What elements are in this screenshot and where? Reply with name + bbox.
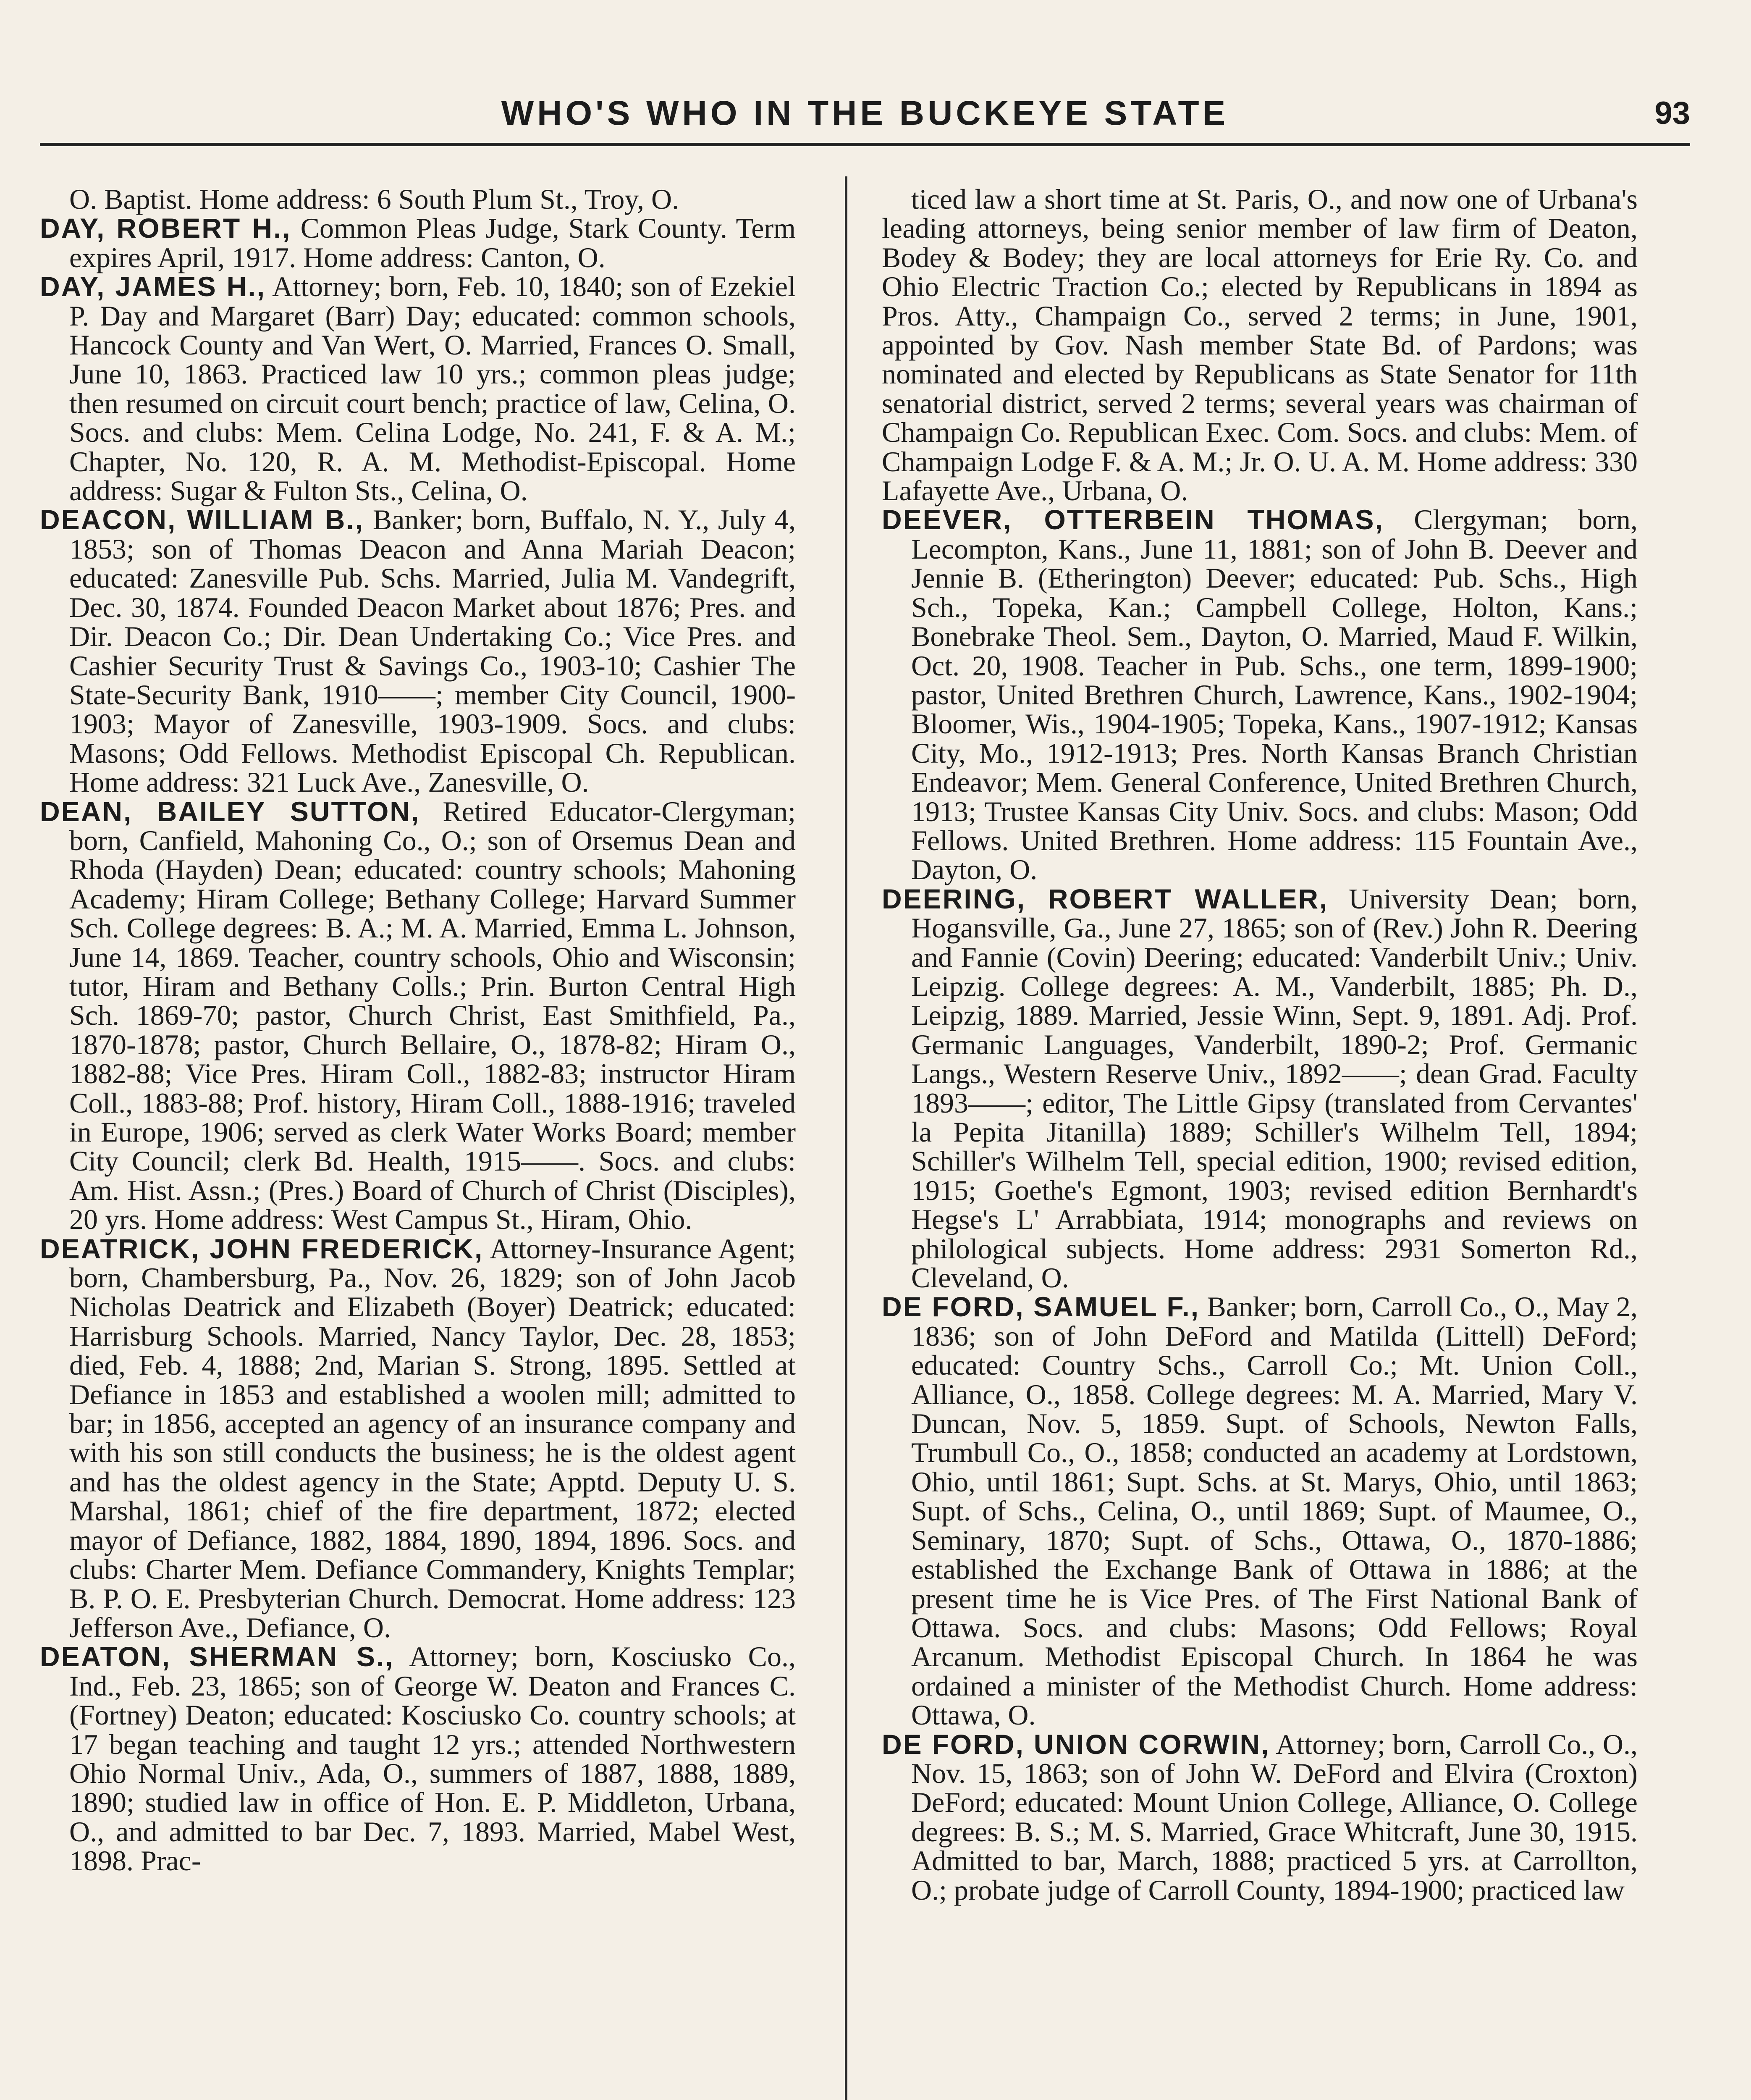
entry-text: Banker; born, Carroll Co., O., May 2, 1836; son of John DeFord and Matilda (Littell) DeFord; educated: Country Schs., Carroll Co.; Mt. Union Coll., Alliance, O., 1858. College degrees: M. A. Married, Mary V. Duncan, Nov. 5, 1859. Supt. of Schools, Newton Falls, Trumbull Co., O., 1858; conducted an academy at Lordstown, Ohio, until 1861; Supt. Schs. at St. Marys, Ohio, until 1863; Supt. of Schs., Celina, O., until 1869; Supt. of Maumee, O., Seminary, 1870; Supt. of Schs., Ottawa, O., 1870-1886; established the Exchange Bank of Ottawa in 1886; at the present time he is Vice Pres. of The First National Bank of Ottawa. Socs. and clubs: Masons; Odd Fellows; Royal Arcanum. Methodist Episcopal Church. In 1864 he was ordained a minister of the Methodist Church. Home address: Ottawa, O. xyxy=(911,1291,1638,1731)
biography-entry xyxy=(882,1292,1638,1730)
running-title: WHO'S WHO IN THE BUCKEYE STATE xyxy=(501,94,1229,132)
entry-name: DAY, ROBERT H., xyxy=(40,213,291,244)
page-number: 93 xyxy=(1654,95,1690,131)
biography-entry xyxy=(882,1730,1638,1905)
entry-text: Retired Educator-Clergyman; born, Canfield, Mahoning Co., O.; son of Orsemus Dean and Rhoda (Hayden) Dean; educated: country schools; Mahoning Academy; Hiram College; Bethany College; Harvard Summer Sch. College degrees: B. A.; M. A. Married, Emma L. Johnson, June 14, 1869. Teacher, country schools, Ohio and Wisconsin; tutor, Hiram and Bethany Colls.; Prin. Burton Central High Sch. 1869-70; pastor, Church Christ, East Smithfield, Pa., 1870-1878; pastor, Church Bellaire, O., 1878-82; Hiram O., 1882-88; Vice Pres. Hiram Coll., 1882-83; instructor Hiram Coll., 1883-88; Prof. history, Hiram Coll., 1888-1916; traveled in Europe, 1906; served as clerk Water Works Board; member City Council; clerk Bd. Health, 1915——. Socs. and clubs: Am. Hist. Assn.; (Pres.) Board of Church of Christ (Disciples), 20 yrs. Home address: West Campus St., Hiram, Ohio. xyxy=(69,795,796,1236)
continued-entry-text: O. Baptist. Home address: 6 South Plum St., Troy, O. xyxy=(69,185,679,215)
entry-name: DEERING, ROBERT WALLER, xyxy=(882,883,1329,914)
entry-name: DAY, JAMES H., xyxy=(40,271,266,302)
entry-text: Attorney; born, Carroll Co., O., Nov. 15, 1863; son of John W. DeFord and Elvira (Croxton) DeFord; educated: Mount Union College, Alliance, O. College degrees: B. S.; M. S. Married, Grace Whitcraft, June 30, 1915. Admitted to bar, March, 1888; practiced 5 yrs. at Carrollton, O.; probate judge of Carroll County, 1894-1900; practiced law xyxy=(911,1728,1638,1906)
continued-entry-text: ticed law a short time at St. Paris, O., and now one of Urbana's leading attorneys, being senior member of law firm of Deaton, Bodey & Bodey; they are local attorneys for Erie Ry. Co. and Ohio Electric Traction Co.; elected by Republicans in 1894 as Pros. Atty., Champaign Co., served 2 terms; in June, 1901, appointed by Gov. Nash member State Bd. of Pardons; was nominated and elected by Republicans as State Senator for 11th senatorial district, served 2 terms; several years was chairman of Champaign Co. Republican Exec. Com. Socs. and clubs: Mem. of Champaign Lodge F. & A. M.; Jr. O. U. A. M. Home address: 330 Lafayette Ave., Urbana, O. xyxy=(882,185,1638,507)
biography-entry xyxy=(40,272,796,505)
column-divider xyxy=(845,176,847,2100)
entry-name: DEEVER, OTTERBEIN THOMAS, xyxy=(882,504,1384,536)
entry-name: DEAN, BAILEY SUTTON, xyxy=(40,795,420,827)
entry-name: DEATON, SHERMAN S., xyxy=(40,1641,394,1672)
entry-name: DEACON, WILLIAM B., xyxy=(40,504,364,536)
left-column xyxy=(40,185,796,2100)
entry-text: Attorney-Insurance Agent; born, Chambersburg, Pa., Nov. 26, 1829; son of John Jacob Nicholas Deatrick and Elizabeth (Boyer) Deatrick; educated: Harrisburg Schools. Married, Nancy Taylor, Dec. 28, 1853; died, Feb. 4, 1888; 2nd, Marian S. Strong, 1895. Settled at Defiance in 1853 and established a woolen mill; admitted to bar; in 1856, accepted an agency of an insurance company and with his son still conducts the business; he is the oldest agent and has the oldest agency in the State; Apptd. Deputy U. S. Marshal, 1861; chief of the fire department, 1872; elected mayor of Defiance, 1882, 1884, 1890, 1894, 1896. Socs. and clubs: Charter Mem. Defiance Commandery, Knights Templar; B. P. O. E. Presbyterian Church. Democrat. Home address: 123 Jefferson Ave., Defiance, O. xyxy=(69,1232,796,1643)
biography-entry xyxy=(882,505,1638,884)
biography-entry xyxy=(40,797,796,1234)
biography-entry xyxy=(40,214,796,272)
biography-entry xyxy=(40,1234,796,1643)
entry-name: DE FORD, UNION CORWIN, xyxy=(882,1728,1270,1760)
entry-text: Attorney; born, Feb. 10, 1840; son of Ezekiel P. Day and Margaret (Barr) Day; educated: common schools, Hancock County and Van Wert, O. Married, Frances O. Small, June 10, 1863. Practiced law 10 yrs.; common pleas judge; then resumed on circuit court bench; practice of law, Celina, O. Socs. and clubs: Mem. Celina Lodge, No. 241, F. & A. M.; Chapter, No. 120, R. A. M. Methodist-Episcopal. Home address: Sugar & Fulton Sts., Celina, O. xyxy=(69,270,796,507)
entry-name: DE FORD, SAMUEL F., xyxy=(882,1291,1200,1323)
biography-entry xyxy=(40,1642,796,1875)
header-rule xyxy=(40,143,1690,146)
page-header xyxy=(40,84,1690,139)
entry-text: Clergyman; born, Lecompton, Kans., June 11, 1881; son of John B. Deever and Jennie B. (Etherington) Deever; educated: Pub. Schs., High Sch., Topeka, Kan.; Campbell College, Holton, Kans.; Bonebrake Theol. Sem., Dayton, O. Married, Maud F. Wilkin, Oct. 20, 1908. Teacher in Pub. Schs., one term, 1899-1900; pastor, United Brethren Church, Lawrence, Kans., 1902-1904; Bloomer, Wis., 1904-1905; Topeka, Kans., 1907-1912; Kansas City, Mo., 1912-1913; Pres. North Kansas Branch Christian Endeavor; Mem. General Conference, United Brethren Church, 1913; Trustee Kansas City Univ. Socs. and clubs: Mason; Odd Fellows. United Brethren. Home address: 115 Fountain Ave., Dayton, O. xyxy=(911,504,1638,886)
right-column xyxy=(882,185,1638,2100)
biography-entry xyxy=(882,882,1638,1294)
biography-entry xyxy=(40,505,796,797)
entry-name: DEATRICK, JOHN FREDERICK, xyxy=(40,1233,484,1264)
entry-text: Banker; born, Buffalo, N. Y., July 4, 1853; son of Thomas Deacon and Anna Mariah Deacon; educated: Zanesville Pub. Schs. Married, Julia M. Vandegrift, Dec. 30, 1874. Founded Deacon Market about 1876; Pres. and Dir. Deacon Co.; Dir. Dean Undertaking Co.; Vice Pres. and Cashier Security Trust & Savings Co., 1903-10; Cashier The State-Security Bank, 1910——; member City Council, 1900-1903; Mayor of Zanesville, 1903-1909. Socs. and clubs: Masons; Odd Fellows. Methodist Episcopal Ch. Republican. Home address: 321 Luck Ave., Zanesville, O. xyxy=(69,504,796,798)
entry-text: Attorney; born, Kosciusko Co., Ind., Feb. 23, 1865; son of George W. Deaton and Frances C. (Fortney) Deaton; educated: Kosciusko Co. country schools; at 17 began teaching and taught 12 yrs.; attended Northwestern Ohio Normal Univ., Ada, O., summers of 1887, 1888, 1889, 1890; studied law in office of Hon. E. P. Middleton, Urbana, O., and admitted to bar Dec. 7, 1893. Married, Mabel West, 1898. Prac- xyxy=(69,1641,796,1877)
entry-text: University Dean; born, Hogansville, Ga., June 27, 1865; son of (Rev.) John R. Deering and Fannie (Covin) Deering; educated: Vanderbilt Univ.; Univ. Leipzig. College degrees: A. M., Vanderbilt, 1885; Ph. D., Leipzig, 1889. Married, Jessie Winn, Sept. 9, 1891. Adj. Prof. Germanic Languages, Vanderbilt, 1890-2; Prof. Germanic Langs., Western Reserve Univ., 1892——; dean Grad. Faculty 1893——; editor, The Little Gipsy (translated from Cervantes' la Pepita Jitanilla) 1889; Schiller's Wilhelm Tell, 1894; Schiller's Wilhelm Tell, special edition, 1900; revised edition, 1915; Goethe's Egmont, 1903; revised edition Bernhardt's Hegse's L' Arrabbiata, 1914; monographs and reviews on philological subjects. Home address: 2931 Somerton Rd., Cleveland, O. xyxy=(911,882,1638,1294)
entry-text: Common Pleas Judge, Stark County. Term expires April, 1917. Home address: Canton, O. xyxy=(69,212,796,273)
